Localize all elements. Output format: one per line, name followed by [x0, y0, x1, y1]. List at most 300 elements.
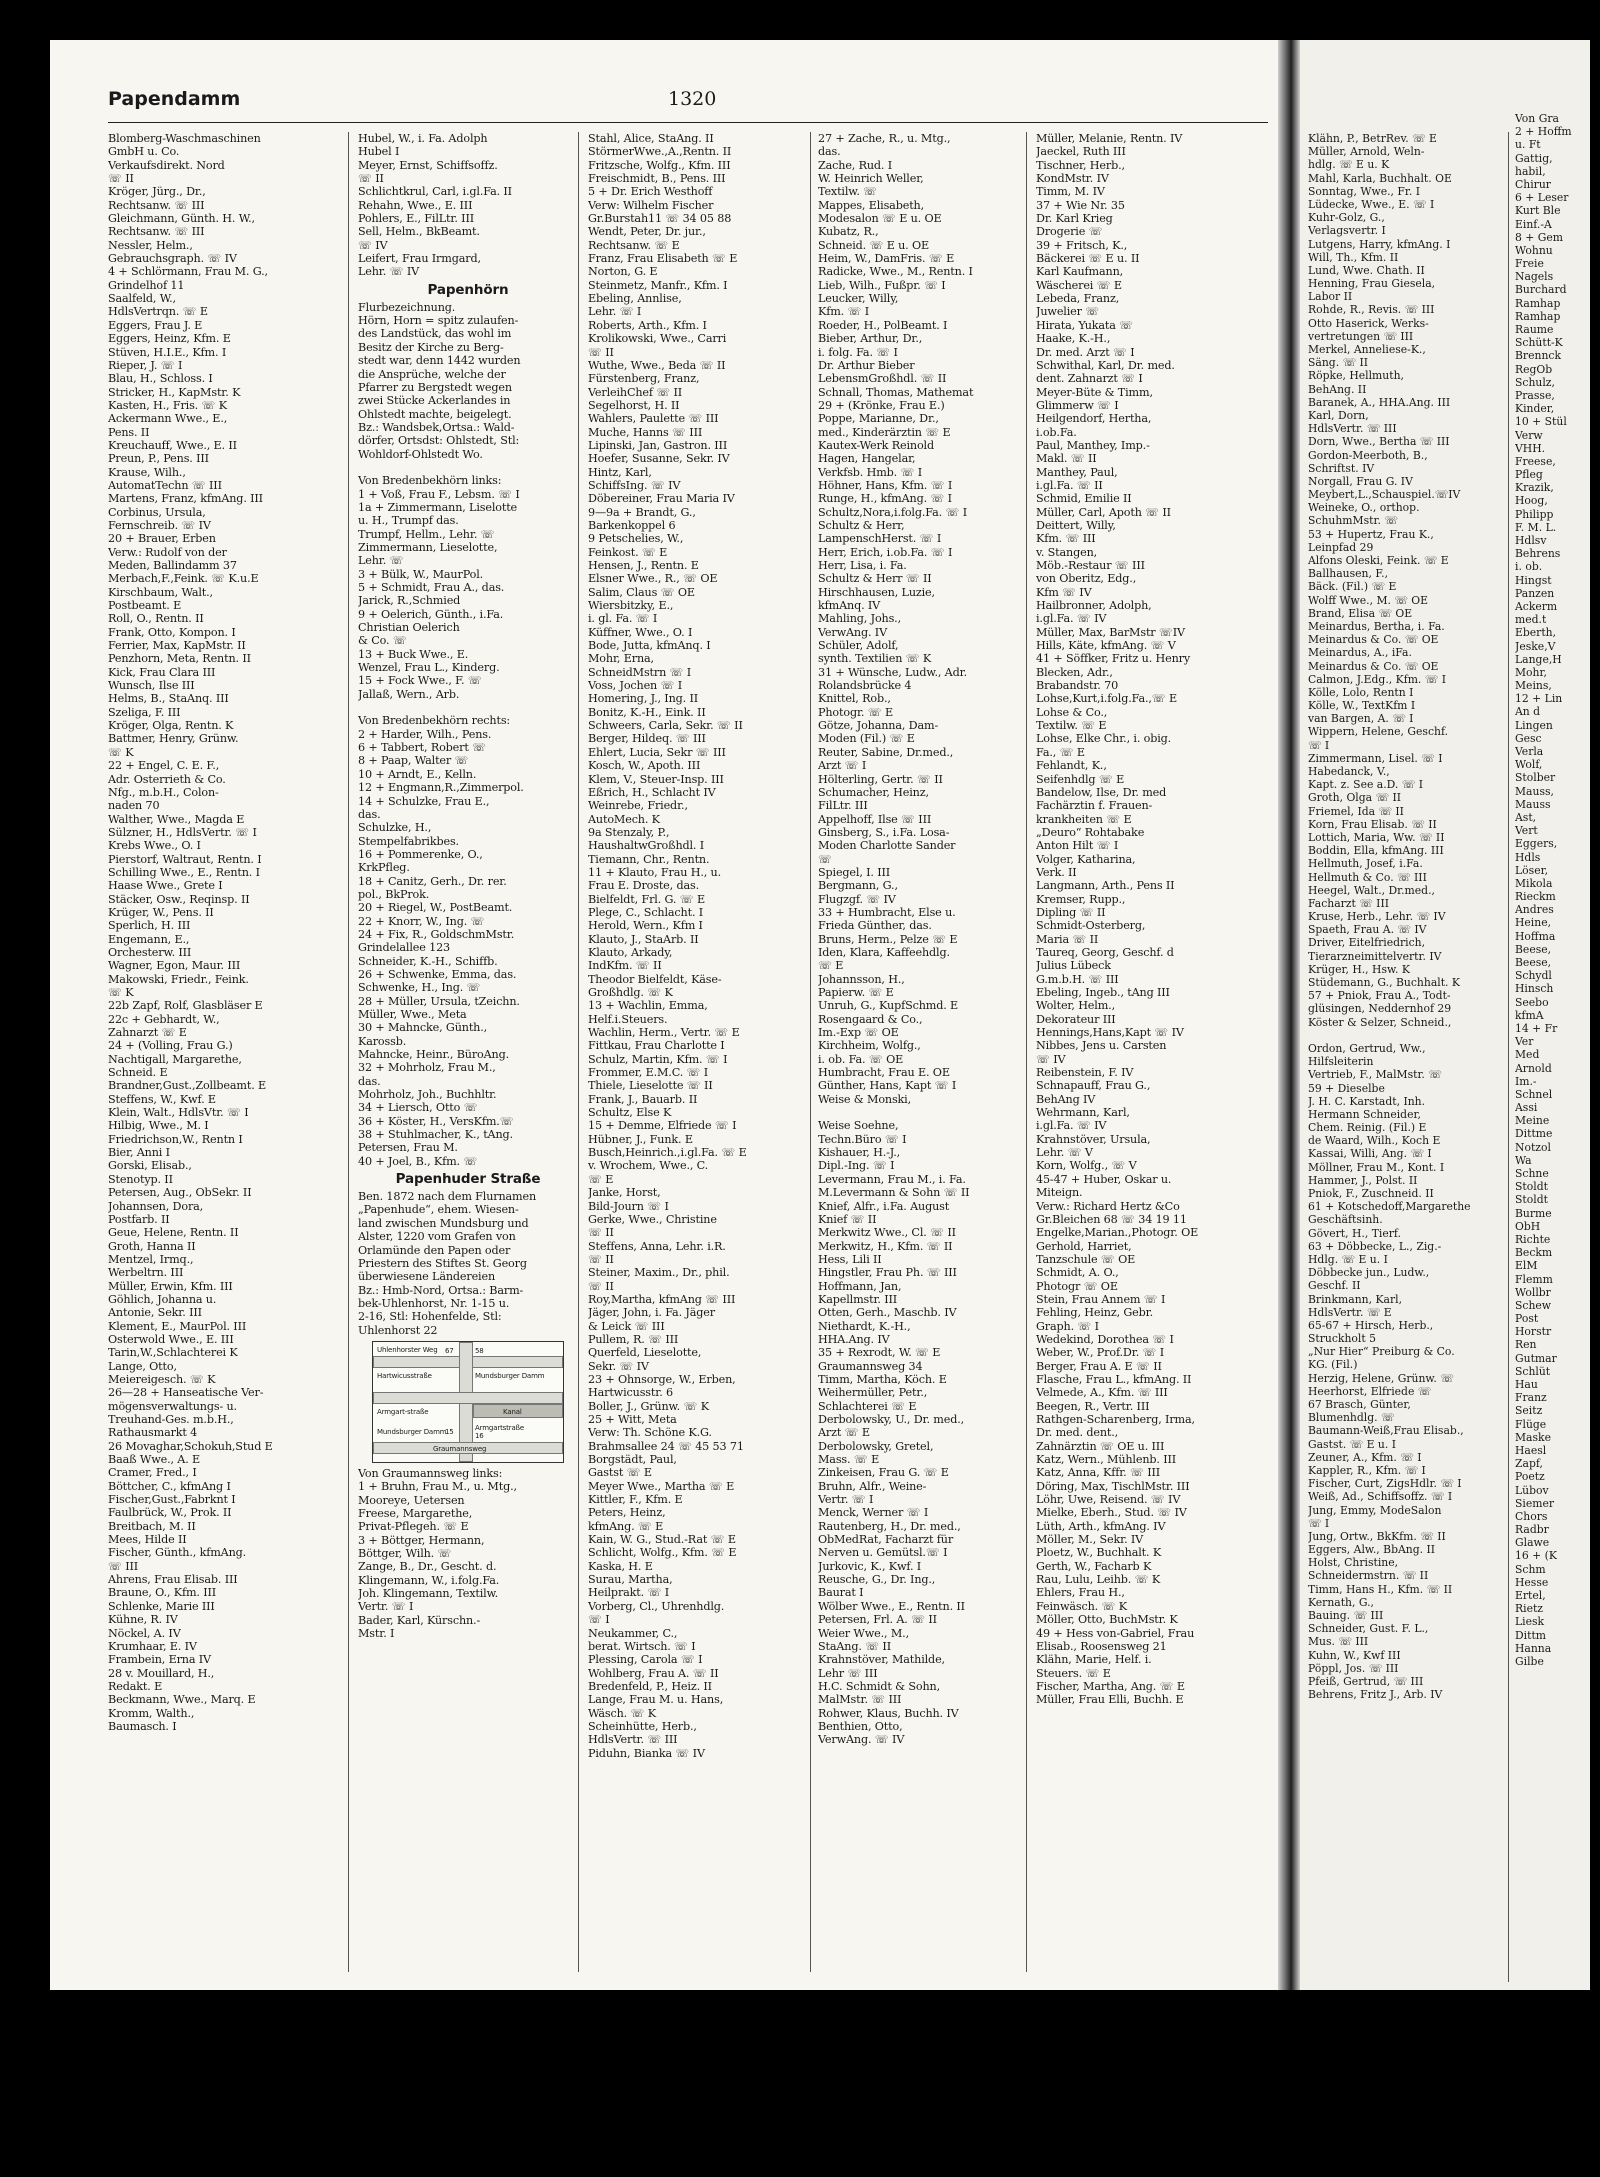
directory-entry-line: Timm, Hans H., Kfm. ☏ II	[1308, 1582, 1453, 1596]
directory-entry-line: Gastst. ☏ E u. I	[1308, 1437, 1397, 1451]
directory-entry-line: Plege, C., Schlacht. I	[588, 905, 704, 919]
directory-entry-line: Drogerie ☏	[1036, 225, 1103, 239]
directory-entry-line: Lehr. ☏ I	[588, 305, 642, 319]
directory-entry-line: Will, Th., Kfm. II	[1308, 250, 1399, 264]
directory-entry-line: de Waard, Wilh., Koch E	[1308, 1134, 1441, 1148]
directory-entry-line: Rolandsbrücke 4	[818, 679, 912, 693]
directory-entry-line: Lehr. ☏ V	[1036, 1146, 1093, 1160]
directory-entry-line: Wunsch, Ilse III	[108, 679, 195, 693]
directory-entry-line: Mohr, Erna,	[588, 652, 654, 666]
directory-entry-line: Fritzsche, Wolfg., Kfm. III	[588, 158, 731, 172]
directory-entry-line: 11 + Klauto, Frau H., u.	[588, 865, 722, 879]
directory-entry-line: Verla	[1515, 745, 1544, 758]
directory-entry-line: Treuhand-Ges. m.b.H.,	[108, 1413, 234, 1426]
directory-entry-line: Seebo	[1515, 995, 1549, 1009]
directory-entry-line: Verw: Wilhelm Fischer	[588, 198, 714, 212]
directory-entry-line: Postbeamt. E	[108, 599, 182, 613]
directory-entry-line: Heine,	[1515, 916, 1552, 930]
directory-entry-line: Hoffma	[1515, 929, 1556, 943]
directory-entry-line: Behrens	[1515, 547, 1561, 561]
directory-entry-line: W. Heinrich Weller,	[818, 172, 924, 186]
directory-entry-line: Norton, G. E	[588, 265, 658, 279]
directory-entry-line: Ackerm	[1515, 599, 1558, 613]
directory-entry-line: Dipl.-Ing. ☏ I	[818, 1159, 895, 1173]
directory-entry-line: Modesalon ☏ E u. OE	[818, 212, 942, 226]
directory-entry-line: Lottich, Maria, Ww. ☏ II	[1308, 830, 1445, 844]
directory-entry-line: Löhr, Uwe, Reisend. ☏ IV	[1036, 1493, 1181, 1507]
directory-entry-line: i. ob. Fa. ☏ OE	[818, 1052, 904, 1066]
directory-entry-line: i.gl.Fa. ☏ II	[1036, 478, 1103, 492]
directory-entry-line: Sekr. ☏ IV	[588, 1359, 649, 1373]
directory-entry-line: Merkwitz, H., Kfm. ☏ II	[818, 1239, 953, 1253]
directory-entry-line: Lüth, Arth., kfmAng. IV	[1036, 1519, 1166, 1533]
directory-entry-line: Mauss,	[1515, 784, 1554, 798]
directory-entry-line: Bäck. (Fil.) ☏ E	[1308, 580, 1397, 594]
directory-entry-line: HdlsVertr. ☏ III	[1308, 422, 1397, 436]
directory-entry-line: Eßrich, H., Schlacht IV	[588, 785, 716, 799]
directory-entry-line: Bielfeldt, Frl. G. ☏ E	[588, 892, 705, 906]
directory-entry-line: des Landstück, das wohl im	[358, 327, 512, 341]
directory-entry-line: Pullem, R. ☏ III	[588, 1332, 679, 1346]
directory-entry-line: Bader, Karl, Kürschn.-	[358, 1613, 481, 1627]
directory-entry-line: Böttger, Wilh. ☏	[358, 1546, 452, 1560]
directory-entry-line: Sperlich, H. III	[108, 919, 191, 933]
directory-entry-line: 4 + Schlörmann, Frau M. G.,	[108, 265, 268, 279]
directory-entry-line: Schweers, Carla, Sekr. ☏ II	[588, 719, 743, 733]
directory-entry-line: Johannsen, Dora,	[108, 1199, 204, 1213]
directory-entry-line: Panzen	[1515, 586, 1555, 600]
directory-entry-line: land zwischen Mundsburg und	[358, 1216, 529, 1230]
directory-entry-line: Blumenhdlg. ☏	[1308, 1411, 1395, 1425]
directory-entry-line: Weihermüller, Petr.,	[818, 1386, 928, 1400]
directory-entry-line: 31 + Wünsche, Ludw., Adr.	[818, 665, 967, 679]
directory-entry-line: Richte	[1515, 1232, 1551, 1246]
map-label: Kanal	[503, 1407, 522, 1416]
directory-entry-line: Cramer, Fred., I	[108, 1466, 197, 1480]
directory-entry-line: Günther, Hans, Kapt ☏ I	[818, 1079, 957, 1093]
directory-entry-line: Verkfsb. Hmb. ☏ I	[818, 465, 923, 479]
adjacent-page	[1300, 40, 1590, 1990]
directory-entry-line: Meinardus, A., iFa.	[1308, 646, 1412, 660]
directory-entry-line: Schüler, Adolf,	[818, 639, 899, 653]
directory-entry-line: Seitz	[1515, 1404, 1543, 1418]
directory-entry-line: Karl Kaufmann,	[1036, 265, 1124, 279]
directory-entry-line: Bruhn, Alfr., Weine-	[818, 1479, 927, 1493]
directory-entry-line: 61 + Kotschedoff,Margarethe	[1308, 1200, 1471, 1214]
directory-entry-line: Segelhorst, H. II	[588, 398, 680, 412]
directory-entry-line: Moden Charlotte Sander	[818, 839, 956, 853]
directory-entry-line: ☏ I	[588, 1613, 610, 1627]
directory-entry-line: HdlsVertrqn. ☏ E	[108, 305, 208, 319]
directory-entry-line: Fürstenberg, Franz,	[588, 372, 700, 386]
directory-entry-line: Kain, W. G., Stud.-Rat ☏ E	[588, 1533, 736, 1547]
directory-entry-line: Stolber	[1515, 771, 1556, 785]
directory-entry-line: Gebrauchsgraph. ☏ IV	[108, 252, 237, 266]
column-2-lines-b	[358, 301, 578, 1168]
directory-entry-line: Petersen, Aug., ObSekr. II	[108, 1186, 252, 1200]
directory-entry-line: v. Wrochem, Wwe., C.	[588, 1159, 709, 1173]
directory-entry-line: Derbolowsky, Gretel,	[818, 1439, 934, 1453]
directory-entry-line: Fischer, Curt, ZigsHdlr. ☏ I	[1308, 1477, 1462, 1491]
directory-entry-line: Dr. med. dent.,	[1036, 1426, 1119, 1440]
directory-entry-line: 36 + Köster, H., VersKfm.☏	[358, 1114, 514, 1128]
directory-entry-line: Höhner, Hans, Kfm. ☏ I	[818, 478, 953, 492]
directory-entry-line: Krüger, W., Pens. II	[108, 905, 214, 919]
directory-entry-line: Theodor Bielfeldt, Käse-	[588, 972, 722, 986]
directory-entry-line: Kfm. ☏ I	[818, 305, 869, 319]
directory-entry-line: 5 + Schmidt, Frau A., das.	[358, 581, 505, 594]
directory-entry-line: Arzt ☏ I	[818, 759, 867, 773]
directory-entry-line: Lohse,Kurt,i.folg.Fa.,☏ E	[1036, 692, 1178, 706]
directory-entry-line: 9 Petschelies, W.,	[588, 532, 684, 546]
directory-entry-line: Hörn, Horn = spitz zulaufen-	[358, 314, 519, 328]
directory-entry-line: Orchesterw. III	[108, 945, 192, 959]
directory-entry-line: hdlg. ☏ E u. K	[1308, 158, 1390, 172]
directory-entry-line: Schwithal, Karl, Dr. med.	[1036, 358, 1175, 372]
directory-entry-line: Freese,	[1515, 454, 1556, 468]
directory-column-3	[588, 132, 811, 1972]
directory-entry-line: Rathgen-Scharenberg, Irma,	[1036, 1413, 1195, 1426]
directory-entry-line: ObMedRat, Facharzt für	[818, 1533, 954, 1547]
directory-entry-line: Joh. Klingemann, Textilw.	[358, 1587, 499, 1600]
directory-entry-line: Wolter, Helm.,	[1036, 999, 1115, 1013]
directory-entry-line: Lange,H	[1515, 652, 1562, 666]
directory-entry-line: Iden, Klara, Kaffeehdlg.	[818, 945, 950, 959]
directory-entry-line: Schriftst. IV	[1308, 461, 1375, 475]
directory-entry-line: i.ob.Fa.	[1036, 425, 1077, 439]
directory-entry-line: Fischer,Gust.,Fabrknt I	[108, 1493, 236, 1507]
directory-entry-line: 53 + Hupertz, Frau K.,	[1308, 527, 1434, 541]
directory-entry-line: Burchard	[1515, 283, 1567, 297]
directory-entry-line: Lipinski, Jan, Gastron. III	[588, 438, 728, 452]
directory-entry-line: synth. Textilien ☏ K	[818, 652, 932, 666]
directory-entry-line: J. H. C. Karstadt, Inh.	[1308, 1094, 1426, 1108]
adjacent-page-column-1	[1308, 132, 1509, 1982]
directory-entry-line: Weiß, Ad., Schiffsoffz. ☏ I	[1308, 1490, 1453, 1504]
directory-entry-line: Saalfeld, W.,	[108, 292, 176, 306]
directory-entry-line: Meinardus, Bertha, i. Fa.	[1308, 619, 1445, 633]
directory-entry-line: Roll, O., Rentn. II	[108, 612, 204, 626]
directory-entry-line: Stüdemann, G., Buchhalt. K	[1308, 976, 1460, 989]
directory-entry-line: Helf.i.Steuers.	[588, 1012, 668, 1026]
directory-entry-line: Franz, Frau Elisabeth ☏ E	[588, 252, 738, 266]
directory-entry-line: SchuhmMstr. ☏	[1308, 514, 1398, 528]
directory-entry-line: Von Gra	[1515, 112, 1559, 125]
directory-entry-line: Otto Haserick, Werks-	[1308, 316, 1429, 330]
directory-entry-line: Neukammer, C.,	[588, 1626, 678, 1640]
directory-entry-line: Prasse,	[1515, 388, 1555, 402]
directory-entry-line: ☏ II	[588, 1226, 614, 1240]
directory-entry-line: Hilfsleiterin	[1308, 1055, 1374, 1069]
directory-entry-line: Kuhn, W., Kwf III	[1308, 1648, 1401, 1662]
directory-entry-line: SchiffsIng. ☏ IV	[588, 478, 681, 492]
directory-entry-line: Boller, J., Grünw. ☏ K	[588, 1399, 709, 1413]
directory-entry-line: Roeder, H., PolBeamt. I	[818, 318, 948, 332]
directory-entry-line: Meine	[1515, 1114, 1550, 1128]
directory-entry-line: Gordon-Meerboth, B.,	[1308, 448, 1428, 462]
directory-entry-line: Bieber, Arthur, Dr.,	[818, 332, 923, 346]
directory-entry-line: StörmerWwe.,A.,Rentn. II	[588, 145, 732, 159]
directory-entry-line: Wolf,	[1515, 758, 1543, 772]
directory-entry-line: Gr.Bleichen 68 ☏ 34 19 11	[1036, 1212, 1187, 1226]
directory-entry-line: Schultz & Herr,	[818, 518, 905, 532]
adjacent-column-2-lines	[1515, 112, 1590, 1668]
directory-entry-line: Timm, Martha, Köch. E	[818, 1372, 947, 1386]
directory-entry-line: 20 + Riegel, W., PostBeamt.	[358, 901, 513, 915]
directory-entry-line: Ballhausen, F.,	[1308, 567, 1389, 581]
directory-entry-line: Döring, Max, TischlMstr. III	[1036, 1479, 1190, 1493]
map-house-number: 58	[475, 1346, 484, 1355]
directory-entry-line: 9—9a + Brandt, G.,	[588, 505, 696, 519]
directory-entry-line: MalMstr. ☏ III	[818, 1693, 902, 1707]
directory-entry-line: H.C. Schmidt & Sohn,	[818, 1679, 941, 1693]
directory-entry-line: Friedrichson,W., Rentn I	[108, 1132, 243, 1146]
directory-entry-line: Knief ☏ II	[818, 1212, 877, 1226]
directory-entry-line: Jaeckel, Ruth III	[1036, 145, 1126, 159]
directory-entry-line: 15 + Fock Wwe., F. ☏	[358, 674, 482, 688]
directory-entry-line: Schew	[1515, 1298, 1552, 1312]
directory-entry-line: Lange, Frau M. u. Hans,	[588, 1693, 724, 1707]
directory-entry-line: Schne	[1515, 1167, 1549, 1180]
directory-entry-line: Knief, Alfr., i.Fa. August	[818, 1199, 950, 1213]
directory-entry-line: Pierstorf, Waltraut, Rentn. I	[108, 852, 262, 866]
directory-entry-line: Fehlandt, K.,	[1036, 759, 1107, 773]
directory-entry-line: Kosch, W., Apoth. III	[588, 759, 701, 773]
directory-entry-line: Priestern des Stiftes St. Georg	[358, 1256, 527, 1270]
directory-entry-line: stedt war, denn 1442 wurden	[358, 354, 521, 368]
directory-entry-line: Pöppl, Jos. ☏ III	[1308, 1661, 1399, 1675]
directory-entry-line: Dittme	[1515, 1127, 1553, 1141]
directory-entry-line: Penzhorn, Meta, Rentn. II	[108, 652, 251, 666]
directory-entry-line: Bild-Journ ☏ I	[588, 1199, 669, 1213]
directory-entry-line: Corbinus, Ursula,	[108, 505, 206, 519]
directory-entry-line: Müller, Max, BarMstr ☏IV	[1036, 625, 1185, 639]
directory-entry-line: Beckmann, Wwe., Marq. E	[108, 1693, 256, 1707]
directory-entry-line: Herzig, Helene, Grünw. ☏	[1308, 1371, 1454, 1385]
directory-entry-line: Brahmsallee 24 ☏ 45 53 71	[588, 1439, 744, 1453]
directory-entry-line: Weise Soehne,	[818, 1119, 899, 1133]
directory-entry-line: 57 + Pniok, Frau A., Todt-	[1308, 989, 1451, 1003]
directory-entry-line: Stempelfabrikbes.	[358, 834, 459, 848]
directory-entry-line: Mahncke, Heinr., BüroAng.	[358, 1048, 510, 1062]
directory-entry-line: Glawe	[1515, 1536, 1550, 1550]
book-gutter	[1278, 40, 1300, 1990]
directory-entry-line: Frau E. Droste, das.	[588, 879, 699, 893]
directory-entry-line: Hinsch	[1515, 982, 1554, 996]
directory-entry-line: Schnall, Thomas, Mathemat	[818, 385, 974, 399]
directory-entry-line: Muche, Hanns ☏ III	[588, 425, 703, 439]
directory-entry-line: Klähn, P., BetrRev. ☏ E	[1308, 132, 1437, 145]
directory-entry-line: Groth, Hanna II	[108, 1239, 196, 1253]
directory-entry-line: Freese, Margarethe,	[358, 1506, 473, 1520]
directory-entry-line: Eggers, Heinz, Kfm. E	[108, 332, 231, 346]
directory-entry-line: Thiele, Lieselotte ☏ II	[588, 1079, 713, 1093]
directory-entry-line: Ast,	[1515, 810, 1537, 824]
column-2-lines-c	[358, 1190, 578, 1337]
directory-entry-line: Postfarb. II	[108, 1212, 170, 1226]
directory-entry-line: Kfm. ☏ III	[1036, 532, 1096, 546]
directory-entry-line: Götze, Johanna, Dam-	[818, 719, 939, 733]
column-2-lines-d	[358, 1467, 578, 1640]
directory-entry-line: Bruns, Herm., Pelze ☏ E	[818, 932, 958, 946]
directory-entry-line: Querfeld, Lieselotte,	[588, 1346, 702, 1360]
scan-border-top	[0, 0, 1600, 40]
directory-entry-line: Battmer, Henry, Grünw.	[108, 732, 239, 746]
directory-entry-line: Klein, Walt., HdlsVtr. ☏ I	[108, 1106, 249, 1120]
directory-entry-line: Boddin, Ella, kfmAng. III	[1308, 844, 1444, 858]
directory-entry-line: Krumhaar, E. IV	[108, 1639, 197, 1653]
directory-entry-line: Hanna	[1515, 1641, 1552, 1655]
directory-entry-line: Ploetz, W., Buchhalt. K	[1036, 1546, 1162, 1560]
directory-entry-line: Feinwäsch. ☏ K	[1036, 1599, 1127, 1613]
directory-entry-line: Blau, H., Schloss. I	[108, 372, 213, 386]
directory-entry-line: Müller, Carl, Apoth ☏ II	[1036, 505, 1171, 519]
directory-entry-line: VerwAng. ☏ IV	[818, 1733, 905, 1747]
directory-entry-line: Radicke, Wwe., M., Rentn. I	[818, 265, 973, 279]
directory-column-1	[108, 132, 349, 1972]
directory-entry-line: Deittert, Willy,	[1036, 518, 1116, 532]
directory-entry-line: Böttcher, C., kfmAng I	[108, 1479, 231, 1493]
directory-column-2	[358, 132, 579, 1972]
directory-entry-line: Ferrier, Max, KapMstr. II	[108, 639, 246, 653]
directory-entry-line: Von Bredenbekhörn rechts:	[358, 714, 511, 728]
directory-entry-line: Alfons Oleski, Feink. ☏ E	[1308, 554, 1449, 567]
directory-entry-line: Klingemann, W., i.folg.Fa.	[358, 1573, 500, 1587]
directory-entry-line: Weise & Monski,	[818, 1092, 912, 1106]
directory-entry-line: Arnold	[1515, 1061, 1552, 1075]
directory-entry-line: Velmede, A., Kfm. ☏ III	[1036, 1386, 1168, 1400]
directory-entry-line: Textilw. ☏ E	[1036, 719, 1107, 733]
directory-entry-line: Korn, Frau Elisab. ☏ II	[1308, 817, 1437, 831]
directory-entry-line: Makl. ☏ II	[1036, 452, 1097, 466]
directory-entry-line: Im.-Exp ☏ OE	[818, 1026, 899, 1040]
directory-entry-line: Lohse & Co.,	[1036, 705, 1108, 719]
directory-entry-line: Sonntag, Wwe., Fr. I	[1308, 184, 1420, 198]
directory-entry-line: Feinkost. ☏ E	[588, 545, 668, 559]
directory-entry-line	[358, 701, 578, 714]
directory-entry-line: Salim, Claus ☏ OE	[588, 585, 695, 599]
directory-entry-line: Hubel I	[358, 145, 400, 159]
directory-entry-line: Reusche, G., Dr. Ing.,	[818, 1573, 936, 1587]
column-3-lines	[588, 132, 810, 1760]
directory-entry-line: Hoffmann, Jan,	[818, 1279, 902, 1293]
directory-entry-line: Leifert, Frau Irmgard,	[358, 252, 481, 266]
directory-entry-line: Eberth,	[1515, 626, 1557, 640]
directory-entry-line: Schulz, Martin, Kfm. ☏ I	[588, 1052, 728, 1066]
directory-entry-line: Steuers. ☏ E	[1036, 1666, 1111, 1680]
directory-entry-line: 13 + Buck Wwe., E.	[358, 647, 469, 661]
directory-entry-line: 28 + Müller, Ursula, tZeichn.	[358, 994, 520, 1008]
directory-entry-line: 27 + Zache, R., u. Mtg.,	[818, 132, 951, 145]
directory-entry-line: Habedanck, V.,	[1308, 765, 1390, 778]
directory-entry-line: Stricker, H., KapMstr. K	[108, 385, 241, 399]
directory-entry-line: Maske	[1515, 1430, 1551, 1444]
directory-entry-line: Weier Wwe., M.,	[818, 1626, 909, 1640]
directory-entry-line: mögensverwaltungs- u.	[108, 1399, 237, 1413]
directory-entry-line: Frank, J., Bauarb. II	[588, 1092, 698, 1106]
directory-entry-line: Krolikowski, Wwe., Carri	[588, 332, 727, 346]
directory-entry-line: Herr, Erich, i.ob.Fa. ☏ I	[818, 545, 953, 559]
directory-entry-line: 32 + Mohrholz, Frau M.,	[358, 1061, 496, 1075]
directory-entry-line: Photogr. ☏ E	[818, 705, 894, 719]
directory-entry-line: Petersen, Frl. A. ☏ II	[818, 1613, 937, 1627]
directory-entry-line: Juwelier ☏	[1036, 305, 1100, 319]
directory-entry-line: Von Bredenbekhörn links:	[358, 474, 502, 488]
directory-entry-line: Manthey, Paul,	[1036, 465, 1118, 479]
directory-entry-line: 63 + Döbbecke, L., Zig.-	[1308, 1239, 1442, 1253]
directory-entry-line: Verkaufsdirekt. Nord	[108, 158, 225, 172]
directory-entry-line: Gorski, Elisab.,	[108, 1159, 192, 1173]
directory-entry-line: Wachlin, Herm., Vertr. ☏ E	[588, 1026, 740, 1040]
directory-entry-line: VerwAng. IV	[818, 625, 888, 639]
directory-entry-line: Schmidt-Osterberg,	[1036, 919, 1146, 933]
directory-entry-line: Bandelow, Ilse, Dr. med	[1036, 785, 1167, 799]
directory-entry-line: ☏ K	[108, 745, 134, 759]
directory-entry-line: i. folg. Fa. ☏ I	[818, 345, 898, 359]
directory-entry-line: Pniok, F., Zuschneid. II	[1308, 1187, 1434, 1200]
directory-entry-line: Steffens, Anna, Lehr. i.R.	[588, 1239, 726, 1253]
directory-entry-line: Struckholt 5	[1308, 1332, 1376, 1346]
directory-entry-line: Dr. med. Arzt ☏ I	[1036, 345, 1135, 359]
directory-entry-line: Pfarrer zu Bergstedt wegen	[358, 380, 512, 394]
directory-entry-line: Otten, Gerh., Maschb. IV	[818, 1306, 957, 1320]
directory-entry-line: 1 + Bruhn, Frau M., u. Mtg.,	[358, 1480, 517, 1494]
directory-entry-line: Poppe, Marianne, Dr.,	[818, 412, 939, 426]
directory-entry-line: Zeuner, A., Kfm. ☏ I	[1308, 1450, 1422, 1464]
directory-entry-line: ☏ IV	[358, 238, 388, 252]
directory-entry-line: Verw: Th. Schöne K.G.	[588, 1426, 712, 1440]
directory-entry-line: Ertel,	[1515, 1589, 1546, 1602]
directory-entry-line: Lehr ☏ III	[818, 1666, 878, 1680]
directory-entry-line: Haase Wwe., Grete I	[108, 879, 223, 893]
directory-entry-line: Mikola	[1515, 876, 1553, 890]
directory-entry-line: G.m.b.H. ☏ III	[1036, 972, 1119, 986]
directory-entry-line: 9a Stenzaly, P.,	[588, 825, 670, 839]
directory-entry-line: Wuthe, Wwe., Beda ☏ II	[588, 358, 726, 372]
directory-entry-line: i. ob.	[1515, 560, 1543, 574]
directory-entry-line: Flurbezeichnung.	[358, 300, 456, 314]
directory-entry-line: Steffens, W., Kwf. E	[108, 1092, 216, 1106]
directory-entry-line: krankheiten ☏ E	[1036, 812, 1132, 826]
directory-entry-line: Meiereigesch. ☏ K	[108, 1372, 216, 1386]
directory-entry-line: Siemer	[1515, 1496, 1555, 1510]
directory-entry-line: Jäger, John, i. Fa. Jäger	[588, 1306, 715, 1320]
directory-entry-line: „Deuro“ Rohtabake	[1036, 825, 1145, 839]
directory-entry-line: Schulzke, H.,	[358, 821, 432, 835]
directory-entry-line: Barkenkoppel 6	[588, 518, 676, 532]
directory-entry-line: 38 + Stuhlmacher, K., tAng.	[358, 1128, 513, 1142]
directory-entry-line: Helms, B., StaAnq. III	[108, 692, 229, 706]
directory-entry-line: Rechtsanw. ☏ III	[108, 198, 205, 212]
directory-entry-line: ☏ III	[108, 1559, 139, 1573]
directory-entry-line: Mielke, Eberh., Stud. ☏ IV	[1036, 1506, 1187, 1520]
directory-entry-line: Karl, Dorn,	[1308, 408, 1369, 422]
directory-entry-line: Kaska, H. E	[588, 1559, 653, 1573]
directory-entry-line: Meinardus & Co. ☏ OE	[1308, 659, 1439, 673]
map-house-number: 15	[445, 1427, 454, 1436]
directory-entry-line: 3 + Böttger, Hermann,	[358, 1533, 485, 1547]
directory-entry-line	[1308, 1029, 1508, 1042]
directory-entry-line: Miteign.	[1036, 1186, 1083, 1200]
directory-entry-line: 2 + Harder, Wilh., Pens.	[358, 727, 492, 741]
directory-entry-line: Radbr	[1515, 1523, 1549, 1537]
directory-entry-line: Julius Lübeck	[1036, 959, 1111, 973]
directory-entry-line: Mauss	[1515, 797, 1551, 811]
directory-entry-line: Elsner Wwe., R., ☏ OE	[588, 572, 718, 586]
section-title-papenhuder-strasse: Papenhuder Straße	[395, 1171, 541, 1188]
directory-entry-line: Hdlsv	[1515, 534, 1547, 547]
directory-entry-line: Döbbecke jun., Ludw.,	[1308, 1266, 1430, 1280]
